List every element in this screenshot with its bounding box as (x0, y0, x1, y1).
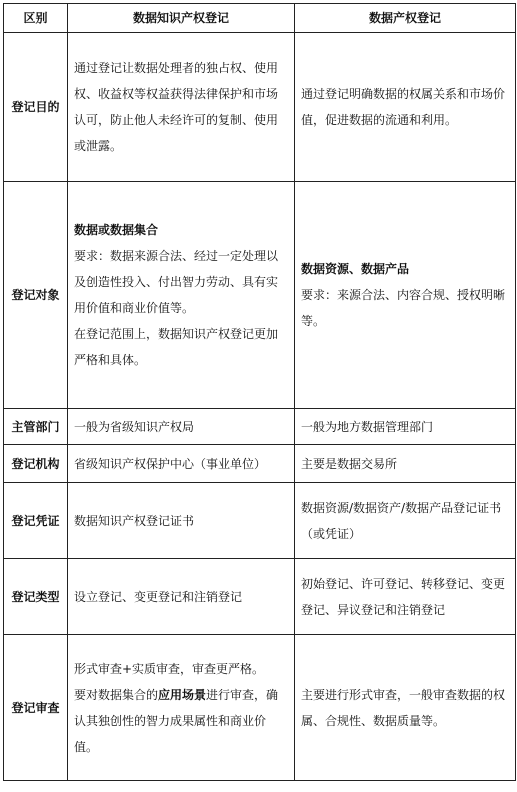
cell-dp (295, 635, 516, 781)
cell-text: 一般为地方数据管理部门 (301, 419, 434, 434)
cell-ip (68, 483, 295, 559)
text-fragment: 进行审查，确认其独创性的智力成果属性和商业价值。 (74, 687, 279, 754)
cell-text-rich (74, 682, 288, 760)
comparison-table (3, 3, 516, 781)
cell-ip (68, 409, 295, 445)
cell-text: 数据资源/数据资产/数据产品登记证书（或凭证） (301, 500, 502, 541)
cell-text: 在登记范围上，数据知识产权登记更加严格和具体。 (74, 327, 279, 367)
cell-text: 通过登记明确数据的权属关系和市场价值，促进数据的流通和利用。 (301, 87, 506, 127)
cell-text: 主要进行形式审查，一般审查数据的权属、合规性、数据质量等。 (301, 687, 506, 728)
row-label: 登记凭证 (4, 483, 68, 559)
cell-text: 主要是数据交易所 (301, 456, 398, 471)
comparison-document (3, 3, 516, 781)
cell-text: 设立登记、变更登记和注销登记 (74, 589, 243, 604)
row-label: 登记机构 (4, 445, 68, 483)
text-fragment: 要对数据集合的 (74, 687, 159, 702)
table-row (4, 445, 516, 483)
table-row (4, 409, 516, 445)
header-data-property-registration: 数据产权登记 (295, 4, 516, 33)
emphasis-text: 应用场景 (158, 687, 207, 702)
header-difference: 区别 (4, 4, 68, 33)
cell-ip (68, 182, 295, 409)
cell-ip (68, 445, 295, 483)
cell-text: 一般为省级知识产权局 (74, 419, 195, 434)
cell-text: 数据知识产权登记证书 (74, 513, 195, 528)
table-row (4, 33, 516, 182)
cell-ip (68, 559, 295, 635)
table-row (4, 559, 516, 635)
cell-dp (295, 409, 516, 445)
cell-dp (295, 559, 516, 635)
cell-dp (295, 483, 516, 559)
cell-ip (68, 33, 295, 182)
table-header-row (4, 4, 516, 33)
table-row (4, 635, 516, 781)
row-label: 登记对象 (4, 182, 68, 409)
row-label: 主管部门 (4, 409, 68, 445)
cell-dp (295, 445, 516, 483)
cell-text: 要求：数据来源合法、经过一定处理以及创造性投入、付出智力劳动、具有实用价值和商业价值等。 (74, 249, 279, 315)
cell-dp (295, 33, 516, 182)
cell-title: 数据或数据集合 (74, 223, 159, 237)
cell-dp (295, 182, 516, 409)
header-data-ip-registration: 数据知识产权登记 (68, 4, 295, 33)
cell-text: 通过登记让数据处理者的独占权、使用权、收益权等权益获得法律保护和市场认可，防止他人未经许可的复制、使用或泄露。 (74, 61, 279, 153)
cell-text: 初始登记、许可登记、转移登记、变更登记、异议登记和注销登记 (301, 576, 506, 617)
row-label: 登记审查 (4, 635, 68, 781)
cell-text: 形式审查+实质审查，审查更严格。 (74, 661, 265, 676)
table-row (4, 483, 516, 559)
cell-ip (68, 635, 295, 781)
row-label: 登记类型 (4, 559, 68, 635)
table-row (4, 182, 516, 409)
cell-text: 省级知识产权保护中心（事业单位） (74, 456, 267, 471)
cell-title: 数据资源、数据产品 (301, 262, 410, 276)
cell-text: 要求：来源合法、内容合规、授权明晰等。 (301, 288, 506, 328)
row-label: 登记目的 (4, 33, 68, 182)
